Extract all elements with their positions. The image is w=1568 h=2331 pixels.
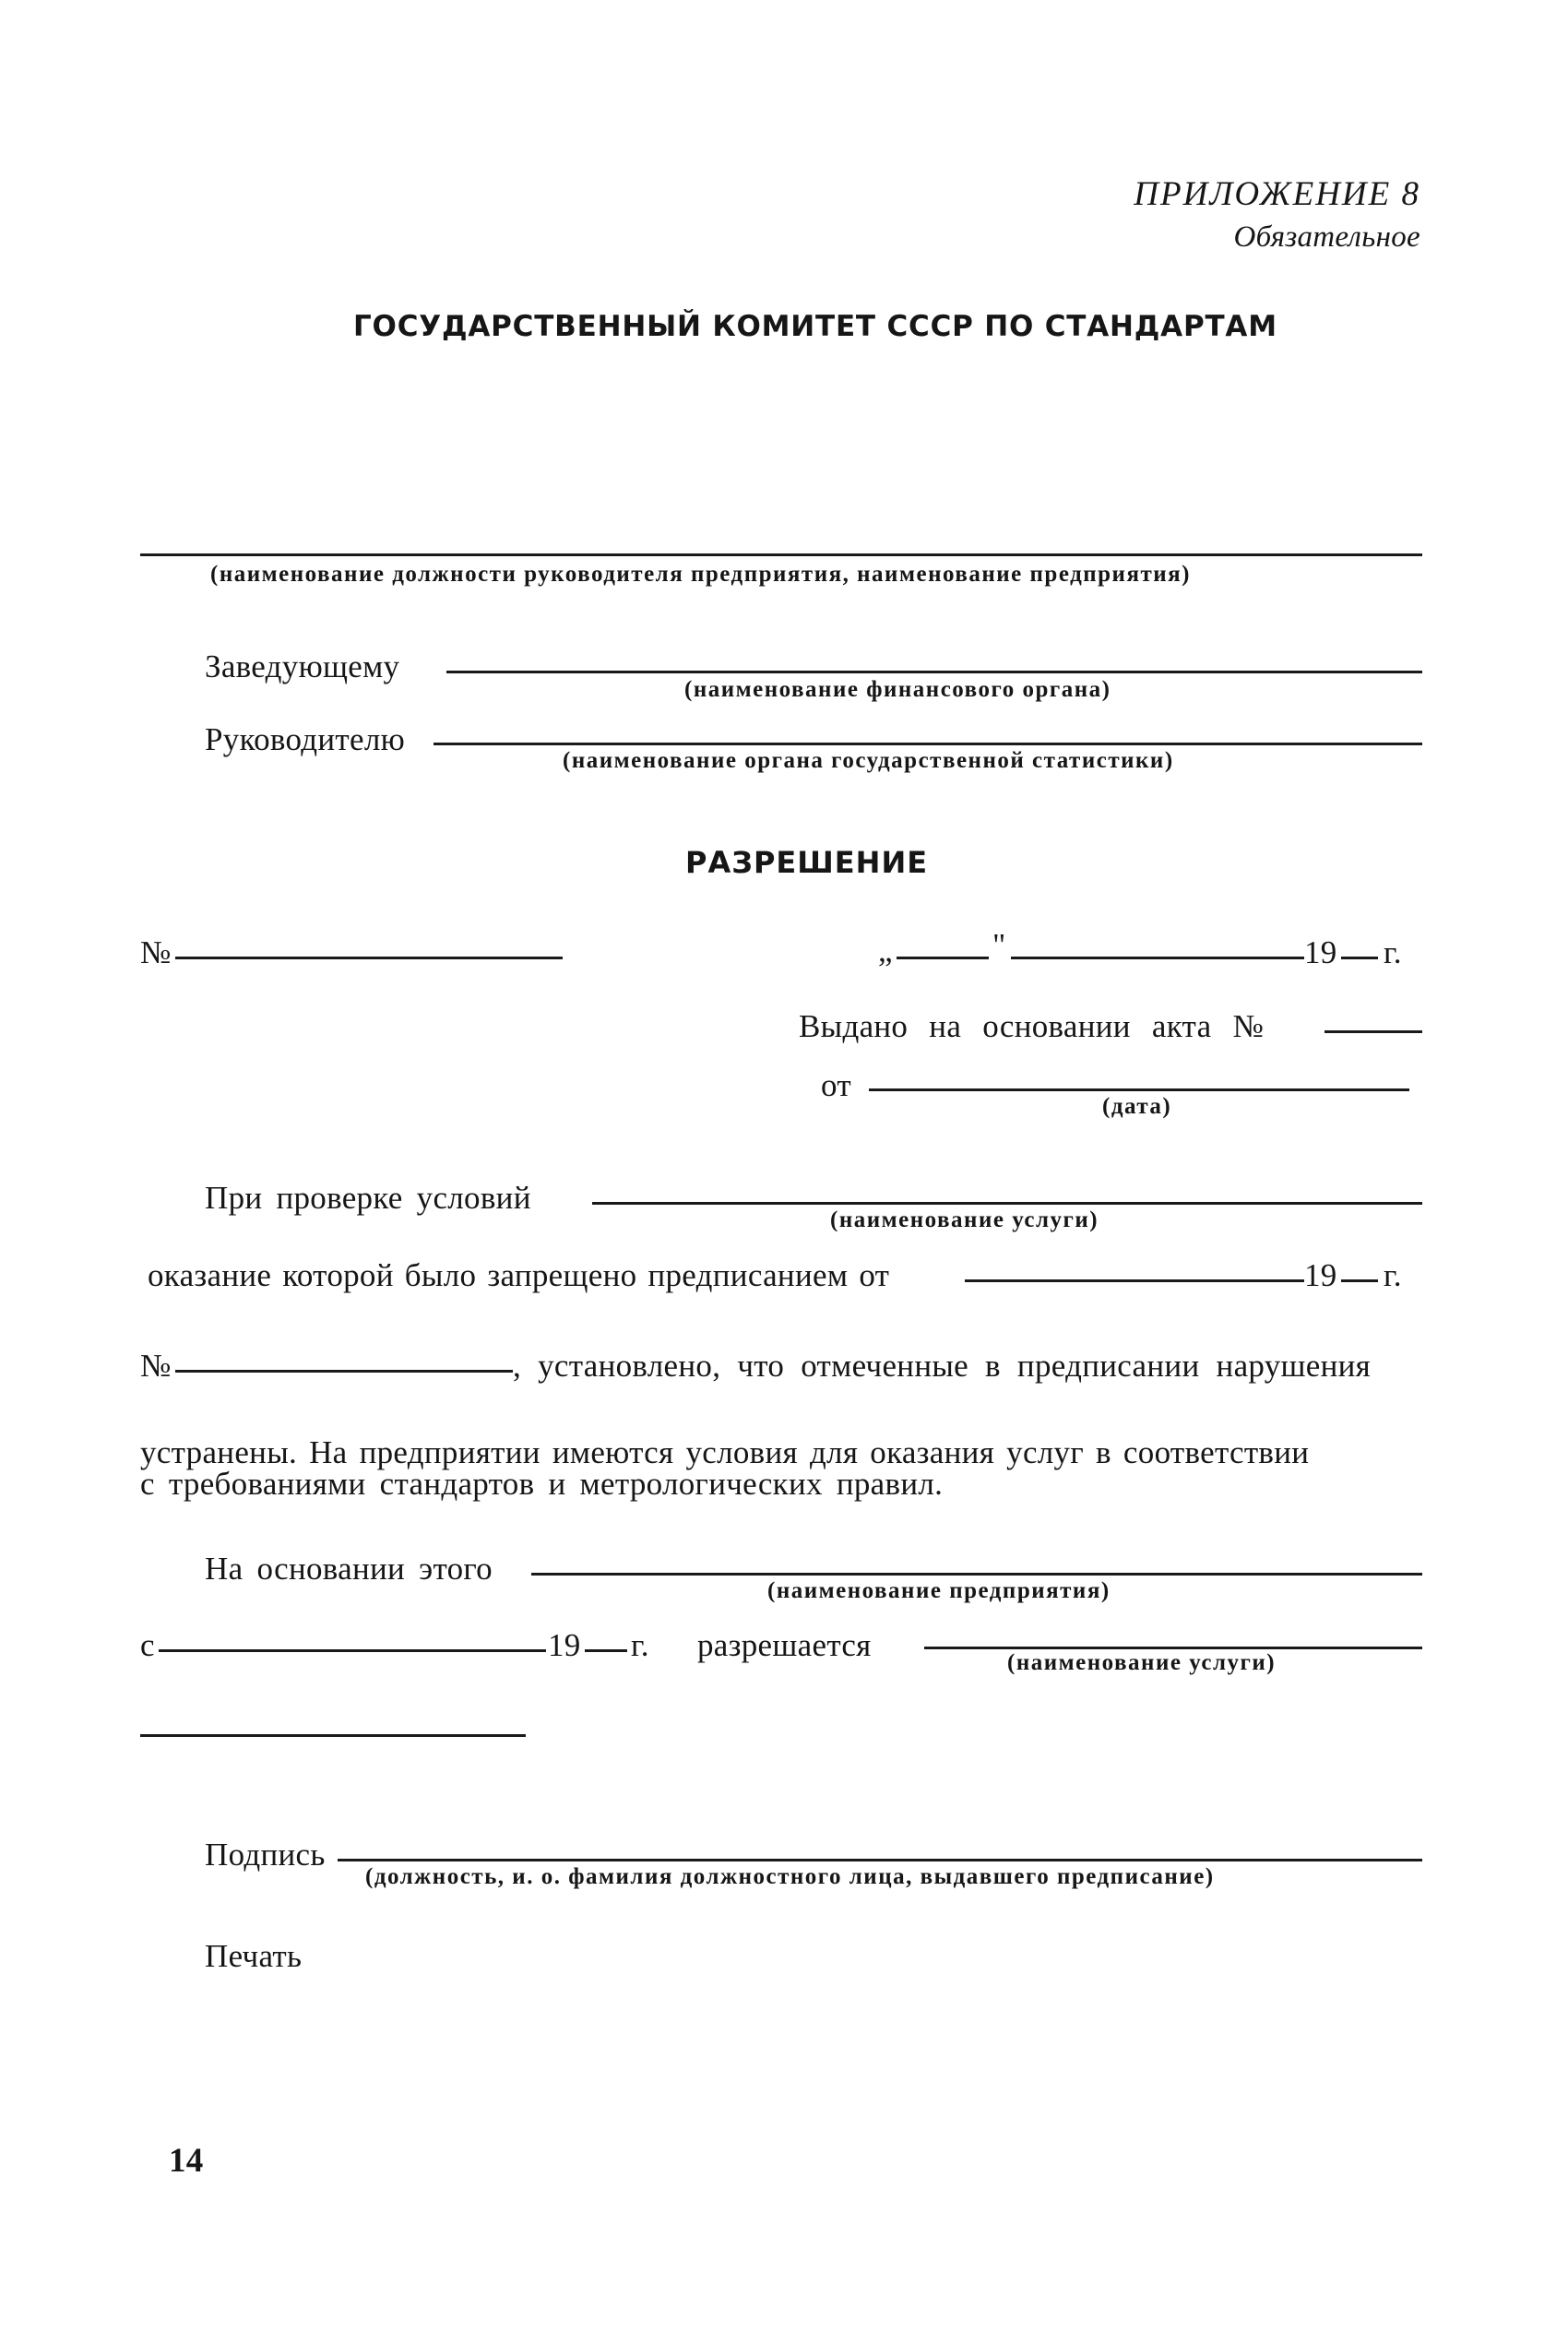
start-date-line: [159, 1649, 546, 1652]
stat-caption: (наименование органа государственной статистики): [563, 748, 1174, 773]
date-caption: (дата): [1102, 1094, 1172, 1119]
head-line: [140, 553, 1422, 556]
stamp-label: Печать: [205, 1938, 303, 1974]
service-caption: (наименование услуги): [830, 1207, 1099, 1232]
page-number: 14: [169, 2142, 204, 2180]
year19-c: 19: [548, 1627, 581, 1663]
year-g-label: г.: [1384, 934, 1402, 970]
date-line: [869, 1088, 1409, 1091]
quote-close: ": [992, 927, 1006, 963]
day-line: [897, 957, 989, 959]
allowed-label: разрешается: [697, 1627, 872, 1663]
month-line: [1011, 957, 1304, 959]
prescription-date-line: [965, 1279, 1304, 1282]
service-caption-2: (наименование услуги): [1007, 1650, 1277, 1675]
fin-caption: (наименование финансового органа): [684, 677, 1111, 702]
service-line: [592, 1202, 1422, 1205]
ruk-label: Руководителю: [205, 721, 406, 757]
ot-label: от: [821, 1067, 851, 1103]
year-g-c: г.: [631, 1627, 649, 1663]
num-line-2: [175, 1370, 513, 1373]
num-sign: №: [140, 934, 172, 970]
vydano-label: Выдано на основании акта №: [799, 1008, 1265, 1044]
established-text: , установлено, что отмеченные в предписании нарушения: [513, 1348, 1372, 1384]
quote-open: „: [878, 933, 893, 969]
enterprise-line: [531, 1573, 1422, 1576]
num-sign-2: №: [140, 1348, 172, 1384]
year-line: [1341, 957, 1378, 959]
year-g-b: г.: [1384, 1257, 1402, 1293]
enterprise-caption: (наименование предприятия): [767, 1578, 1111, 1603]
check-label: При проверке условий: [205, 1180, 531, 1216]
act-num-line: [1324, 1030, 1422, 1033]
annex-subtitle: Обязательное: [1233, 220, 1420, 254]
year-line-b: [1341, 1279, 1378, 1282]
year19-label: 19: [1304, 934, 1337, 970]
year19-b: 19: [1304, 1257, 1337, 1293]
basis-label: На основании этого: [205, 1551, 493, 1587]
para-line-2: с требованиями стандартов и метрологических правил.: [140, 1466, 944, 1502]
year-line-c: [585, 1649, 627, 1652]
zaved-label: Заведующему: [205, 648, 400, 684]
forbidden-label: оказание которой было запрещено предписанием от: [148, 1257, 890, 1293]
signature-caption: (должность, и. о. фамилия должностного лица, выдавшего предписание): [365, 1864, 1215, 1889]
signature-label: Подпись: [205, 1837, 326, 1873]
para-line-1: устранены. На предприятии имеются условия для оказания услуг в соответствии: [140, 1434, 1310, 1470]
signature-line: [338, 1859, 1422, 1861]
s-label: с: [140, 1627, 155, 1663]
head-caption: (наименование должности руководителя предприятия, наименование предприятия): [210, 562, 1192, 587]
short-line: [140, 1734, 526, 1737]
fin-line: [446, 671, 1422, 673]
annex-title: ПРИЛОЖЕНИЕ 8: [1134, 175, 1420, 213]
committee-heading: ГОСУДАРСТВЕННЫЙ КОМИТЕТ СССР ПО СТАНДАРТАМ: [353, 310, 1277, 343]
doc-title: РАЗРЕШЕНИЕ: [685, 845, 929, 880]
num-line: [175, 957, 563, 959]
stat-line: [434, 743, 1422, 745]
